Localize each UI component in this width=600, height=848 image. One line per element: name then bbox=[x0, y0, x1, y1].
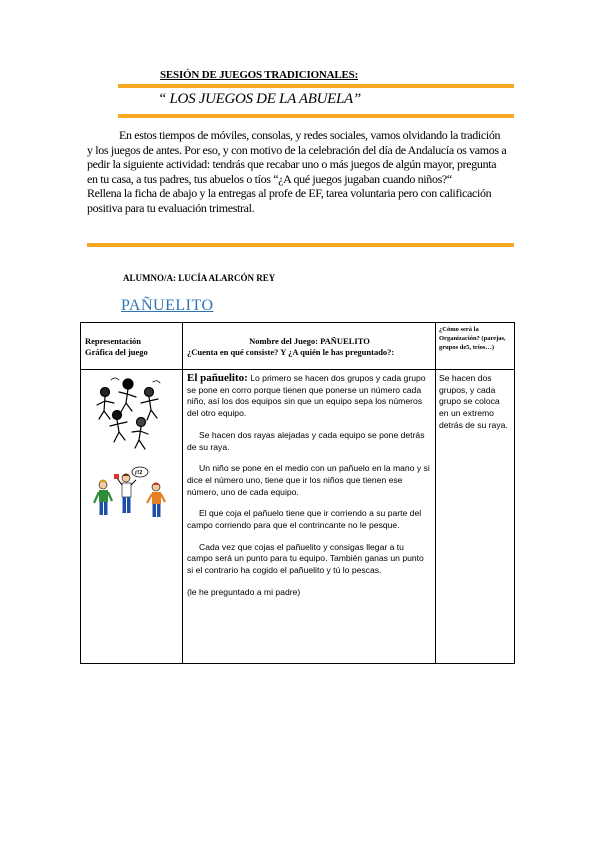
header-game-name-line2: ¿Cuenta en qué consiste? Y ¿A quién le has preguntado?: bbox=[187, 347, 395, 357]
header-representation-line1: Representación bbox=[85, 336, 142, 346]
game-form-table bbox=[80, 322, 515, 664]
orange-divider-bottom bbox=[87, 243, 514, 247]
description-paragraph-3: Un niño se pone en el medio con un pañuelo en la mano y si dice el número uno, tiene que ir los niños que tienen ese número, uno de cada equipo. bbox=[187, 463, 430, 497]
description-paragraph-6: (le he preguntado a mi padre) bbox=[187, 586, 301, 597]
header-representation-line2: Gráfica del juego bbox=[85, 347, 148, 357]
session-title: SESIÓN DE JUEGOS TRADICIONALES: bbox=[160, 69, 359, 81]
table-header-row bbox=[81, 323, 515, 370]
table-body-row bbox=[81, 370, 515, 664]
main-title: “ LOS JUEGOS DE LA ABUELA” bbox=[158, 91, 361, 107]
header-game-name bbox=[183, 323, 436, 370]
student-name: ALUMNO/A: LUCÍA ALARCÓN REY bbox=[123, 273, 276, 283]
orange-divider-middle bbox=[118, 114, 514, 118]
header-game-name-line1: Nombre del Juego: PAÑUELITO bbox=[249, 336, 370, 346]
header-organization: ¿Cómo será la Organización? (parejas, grupos de5, tríos…) bbox=[436, 323, 515, 370]
orange-divider-top bbox=[118, 84, 514, 88]
intro-paragraph-2: Rellena la ficha de abajo y la entregas al profe de EF, tarea voluntaria pero con calificación positiva para tu evaluación trimestral. bbox=[87, 186, 492, 215]
description-paragraph-2: Se hacen dos rayas alejadas y cada equipo se pone detrás de su raya. bbox=[187, 429, 425, 452]
description-paragraph-5: Cada vez que cojas el pañuelito y consigas llegar a tu campo será un punto para tu equipo. También ganas un punto si el contrario ha cogido el pañuelito y tú lo pescas. bbox=[187, 541, 424, 576]
intro-text bbox=[87, 128, 507, 216]
description-lead: El pañuelito: bbox=[187, 372, 248, 384]
intro-paragraph-1: En estos tiempos de móviles, consolas, y redes sociales, vamos olvidando la tradición y los juegos de antes. Por eso, y con motivo de la celebración del día de Andalucía os vamos a pedir la siguiente actividad: tendrás que recabar uno o más juegos de algún mayor, pregunta en tu casa, a tus padres, tus abuelos o tíos “¿A qué juegos jugaban cuando niños?“ bbox=[87, 128, 507, 186]
description-paragraph-4: El que coja el pañuelo tiene que ir corriendo a su parte del campo corriendo para que el contrincante no le pesque. bbox=[187, 508, 422, 531]
children-playing-illustration bbox=[81, 370, 182, 540]
game-description-cell bbox=[183, 370, 436, 664]
speech-bubble-text: ¡!!2 bbox=[134, 470, 143, 476]
description-p1-text: Lo primero se hacen dos grupos y cada grupo se pone en corro porque tienen que ponerse un número cada niño, así los dos equipos sin que un equipo sepa los números del otro equipo. bbox=[187, 373, 426, 419]
organization-cell: Se hacen dos grupos, y cada grupo se coloca en un extremo detrás de su raya. bbox=[436, 370, 515, 664]
description-paragraph-1 bbox=[187, 373, 432, 420]
illustration-cell bbox=[81, 370, 183, 664]
game-heading: PAÑUELITO bbox=[121, 297, 214, 314]
header-representation bbox=[81, 323, 183, 370]
